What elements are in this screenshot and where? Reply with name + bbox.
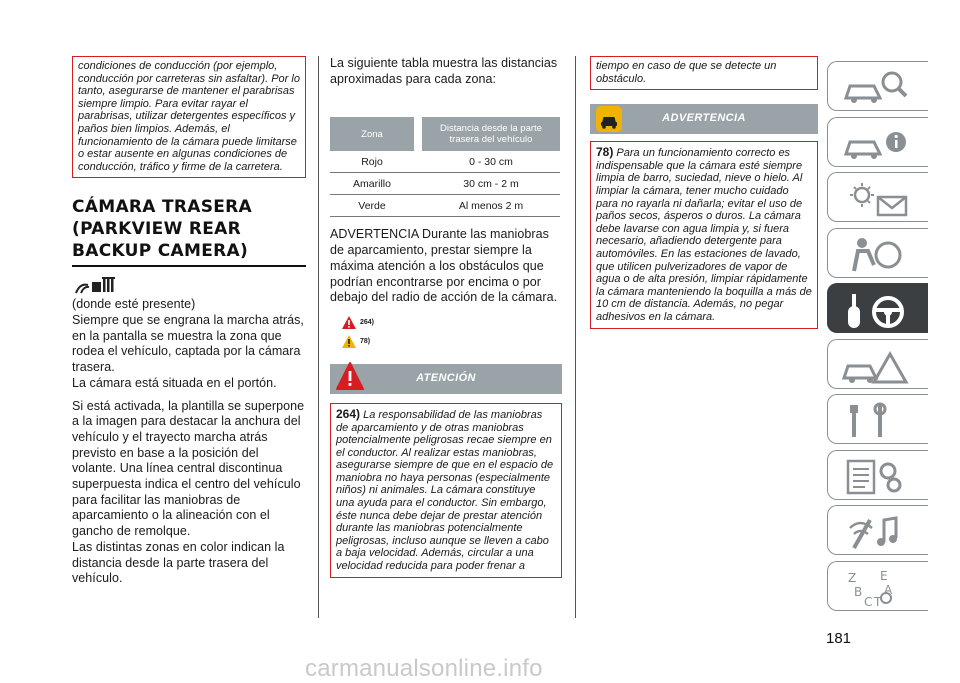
tab-know-your-car[interactable] <box>827 61 928 111</box>
table-cell-zone: Verde <box>330 195 414 217</box>
alphabetical-index-icon <box>840 568 916 608</box>
distance-zones-table <box>330 117 560 217</box>
left-column <box>72 56 306 587</box>
index-letter: Z <box>848 570 857 585</box>
right-column <box>590 56 818 329</box>
reference-78-label: 78) <box>360 337 371 345</box>
tab-safety[interactable] <box>827 228 928 278</box>
warning-note-box <box>590 141 818 328</box>
warning-note-number: 78) <box>596 145 614 160</box>
tools-icon <box>840 401 916 441</box>
table-cell-gap <box>414 173 422 195</box>
tab-starting-and-driving[interactable] <box>827 283 928 333</box>
continued-warning-box <box>72 56 306 178</box>
attention-banner <box>330 364 562 394</box>
safety-airbag-icon <box>840 235 916 275</box>
emergency-car-icon <box>840 346 916 386</box>
index-letter: T <box>874 594 882 608</box>
continued-warning-text: condiciones de conducción (por ejemplo, conducción por carreteras sin asfaltar). Por lo tanto, asegurarse de mantener el parabrisas siempre limpio. Para evitar rayar el parabrisas, utilizar detergentes específicos y paños bien limpios. Además, el funcionamiento de la cámara puede limitarse o estar ausente en algunas condiciones de conducción, tráfico y firme de la carretera. <box>78 60 300 173</box>
index-letter: B <box>854 584 863 599</box>
table-header-gap <box>414 117 422 151</box>
section-title-line1: CÁMARA TRASERA <box>72 197 253 218</box>
continued-attention-box <box>590 56 818 90</box>
body-paragraph-1: Siempre que se engrana la marcha atrás, en la pantalla se muestra la zona que rodea el vehículo, captada por la cámara trasera. <box>72 313 304 375</box>
body-paragraph-3: Si está activada, la plantilla se superpone a la imagen para destacar la anchura del vehículo y el trayecto marcha atrás previsto en base a la posición del volante. Una línea central discontinua superpuesta indica el centro del vehículo para facilitar las maniobras de aparcamiento o la alineación con el gancho de remolque. <box>72 398 305 539</box>
car-info-icon <box>840 124 916 164</box>
table-cell-gap <box>414 151 422 173</box>
table-cell-zone: Amarillo <box>330 173 414 195</box>
site-watermark: carmanualsonline.info <box>305 655 543 682</box>
column-divider <box>575 56 576 618</box>
table-header-zone: Zona <box>330 117 414 151</box>
title-underline <box>72 265 306 267</box>
tab-multimedia[interactable] <box>827 505 928 555</box>
availability-note: (donde esté presente) <box>72 297 196 312</box>
middle-column <box>330 56 562 578</box>
parking-camera-symbol-icon <box>72 275 306 297</box>
tab-dashboard-lights[interactable] <box>827 172 928 222</box>
warning-banner-label: ADVERTENCIA <box>662 112 746 125</box>
reference-264-label: 264) <box>360 318 375 326</box>
reference-264 <box>330 316 562 329</box>
page-number: 181 <box>826 630 852 647</box>
tab-in-an-emergency[interactable] <box>827 339 928 389</box>
tab-servicing-and-care[interactable] <box>827 394 928 444</box>
table-intro: La siguiente tabla muestra las distancias aproximadas para cada zona: <box>330 56 558 86</box>
attention-note-text: La responsabilidad de las maniobras de aparcamiento y de otras maniobras potencialmente peligrosas recae siempre en el conductor. Al realizar estas maniobras, asegurarse siempre de que en el espacio de maniobra no haya personas (especialmente niños) ni animales. La cámara constituye una ayuda para el conductor. Sin embargo, éste nunca debe dejar de prestar atención durante las maniobras potencialmente peligrosas, incluso aunque se lleven a cabo a baja velocidad. Además, circular a una velocidad reducida para poder frenar a <box>336 408 554 573</box>
caution-triangle-icon <box>342 335 356 348</box>
warning-note-text: Para un funcionamiento correcto es indispensable que la cámara esté siempre limpia de barro, suciedad, nieve o hielo. Al limpiar la cámara, tener mucho cuidado para no rayarla ni dañarla; evitar el uso de paños secos, ásperos o duros. La cámara debe lavarse con agua limpia y, si fuera necesario, añadiendo detergente para automóviles. En las estaciones de lavado, que utilicen pulverizadores de vapor de agua o de alta presión, limpiar rápidamente la cámara manteniendo la boquilla a más de 10 cm de distancia. Además, no pegar adhesivos en la cámara. <box>596 147 812 323</box>
table-row <box>330 195 560 217</box>
danger-triangle-icon <box>342 316 356 329</box>
table-cell-distance: Al menos 2 m <box>422 195 560 217</box>
table-header-row <box>330 117 560 151</box>
tab-getting-to-know[interactable] <box>827 117 928 167</box>
dashboard-lights-icon <box>840 179 916 219</box>
column-divider <box>318 56 319 618</box>
table-header-distance: Distancia desde la parte trasera del vehículo <box>422 117 560 151</box>
tab-technical-specifications[interactable] <box>827 450 928 500</box>
attention-note-box <box>330 403 562 578</box>
section-title-line3: BACKUP CAMERA) <box>72 241 249 262</box>
reference-78 <box>330 335 562 348</box>
table-cell-zone: Rojo <box>330 151 414 173</box>
car-search-icon <box>840 68 916 108</box>
continued-attention-text: tiempo en caso de que se detecte un obstáculo. <box>596 60 777 85</box>
table-cell-distance: 30 cm - 2 m <box>422 173 560 195</box>
body-paragraph-4: Las distintas zonas en color indican la distancia desde la parte trasera del vehículo. <box>72 539 285 586</box>
table-cell-gap <box>414 195 422 217</box>
tab-index[interactable] <box>827 561 928 611</box>
index-letter: C <box>864 594 873 608</box>
multimedia-icon <box>840 512 916 552</box>
section-title-line2: (PARKVIEW REAR <box>72 219 242 240</box>
warning-banner <box>590 104 818 134</box>
section-title <box>72 196 306 262</box>
index-letter: E <box>880 568 888 583</box>
table-row <box>330 173 560 195</box>
specs-gears-icon <box>840 457 916 497</box>
chapter-tabs <box>827 61 928 616</box>
warning-paragraph: ADVERTENCIA Durante las maniobras de aparcamiento, prestar siempre la máxima atención a los obstáculos que podrían encontrarse por encima o por debajo del radio de acción de la cámara. <box>330 227 558 305</box>
table-cell-distance: 0 - 30 cm <box>422 151 560 173</box>
key-steering-wheel-icon <box>840 290 916 330</box>
index-letter: A <box>884 582 893 597</box>
table-row <box>330 151 560 173</box>
body-paragraph-2: La cámara está situada en el portón. <box>72 375 277 390</box>
attention-note-number: 264) <box>336 406 361 421</box>
attention-banner-label: ATENCIÓN <box>416 371 476 384</box>
